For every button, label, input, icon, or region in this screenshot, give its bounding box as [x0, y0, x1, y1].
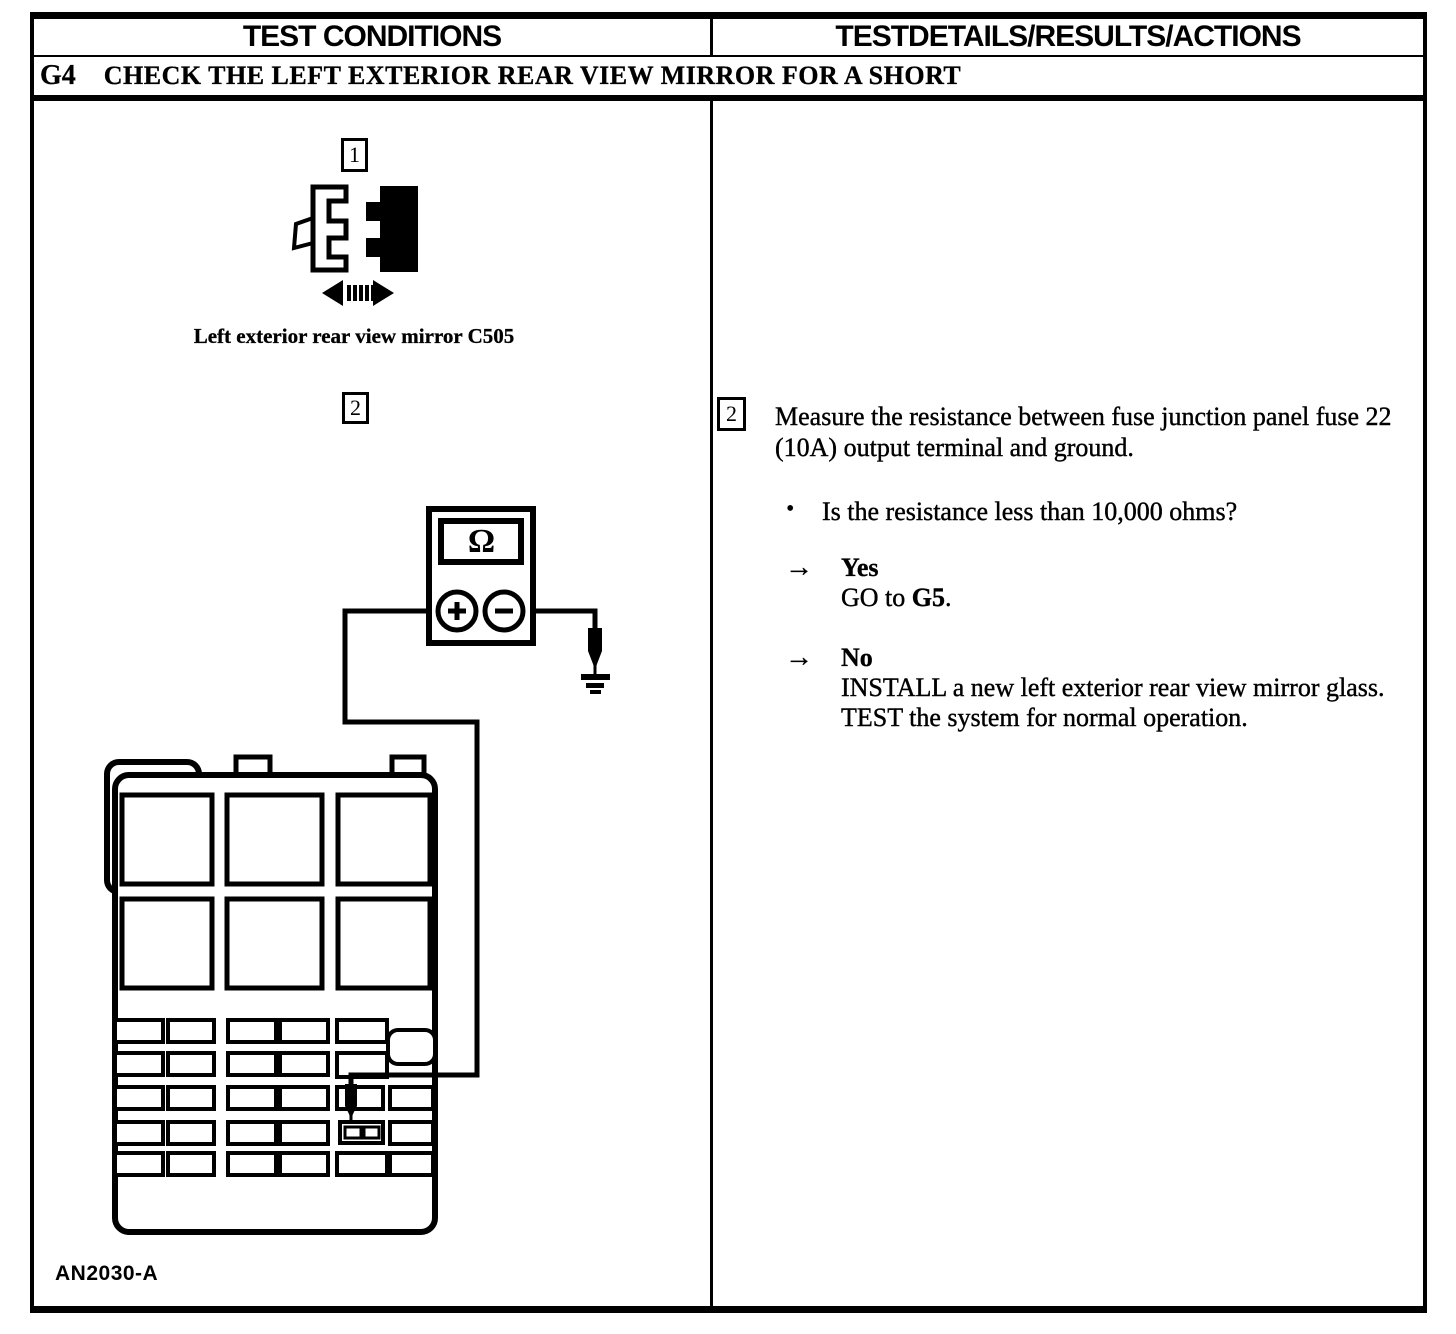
result-yes-action — [841, 583, 1419, 613]
connector-plug-solid — [366, 186, 418, 272]
instruction-text: Measure the resistance between fuse junction panel fuse 22 (10A) output terminal and ground. — [775, 402, 1392, 462]
plus-terminal-icon — [438, 592, 476, 630]
connector-plug-outline — [313, 187, 346, 270]
yes-action-target: G5 — [911, 583, 946, 612]
fuse-junction-panel — [107, 757, 435, 1232]
callout-step-2-left — [342, 392, 369, 424]
result-no-content — [841, 643, 1419, 733]
ground-symbol-icon — [581, 674, 610, 694]
mating-arrow-icon — [322, 280, 394, 306]
test-details-cell — [713, 101, 1423, 1306]
result-yes-label: Yes — [841, 553, 879, 582]
test-conditions-cell — [34, 101, 713, 1306]
table-header-row — [34, 19, 1423, 57]
diagnostic-table — [30, 12, 1427, 1313]
result-no — [775, 643, 1419, 733]
result-no-action: INSTALL a new left exterior rear view mirror glass. TEST the system for normal operation. — [841, 673, 1385, 732]
yes-action-suffix: . — [945, 583, 952, 612]
result-yes — [775, 553, 1419, 613]
arrow-right-icon: → — [785, 642, 813, 673]
yes-action-prefix: GO to — [841, 583, 912, 612]
question-row — [775, 496, 1415, 527]
result-no-label: No — [841, 643, 873, 672]
table-body-row — [34, 101, 1423, 1306]
callout-step-1-number: 1 — [349, 142, 360, 167]
connector-wing — [294, 218, 313, 248]
header-test-conditions: TEST CONDITIONS — [34, 19, 713, 55]
ground-probe-icon — [588, 628, 602, 676]
callout-step-2-right — [717, 397, 746, 431]
step-id: G4 — [40, 60, 76, 91]
callout-step-2-right-number: 2 — [726, 401, 737, 426]
mirror-connector — [294, 186, 418, 306]
step-title: CHECK THE LEFT EXTERIOR REAR VIEW MIRROR FOR A SHORT — [103, 61, 962, 90]
wiring-diagram — [34, 101, 710, 1306]
step-header-row — [34, 57, 1423, 101]
header-test-details-results-actions: TESTDETAILS/RESULTS/ACTIONS — [835, 20, 1301, 53]
callout-step-2-left-number: 2 — [350, 395, 361, 420]
fuse-22 — [340, 1122, 383, 1143]
ohm-symbol: Ω — [467, 523, 496, 560]
figure-code: AN2030-A — [55, 1262, 159, 1285]
connector-caption: Left exterior rear view mirror C505 — [193, 324, 515, 348]
panel-side-tab — [388, 1030, 435, 1064]
minus-terminal-icon — [485, 592, 523, 630]
arrow-right-icon: → — [785, 552, 813, 583]
question-text: Is the resistance less than 10,000 ohms? — [822, 497, 1238, 526]
result-yes-content — [841, 553, 1419, 613]
callout-step-1 — [341, 138, 368, 172]
bullet-icon: • — [786, 496, 795, 522]
